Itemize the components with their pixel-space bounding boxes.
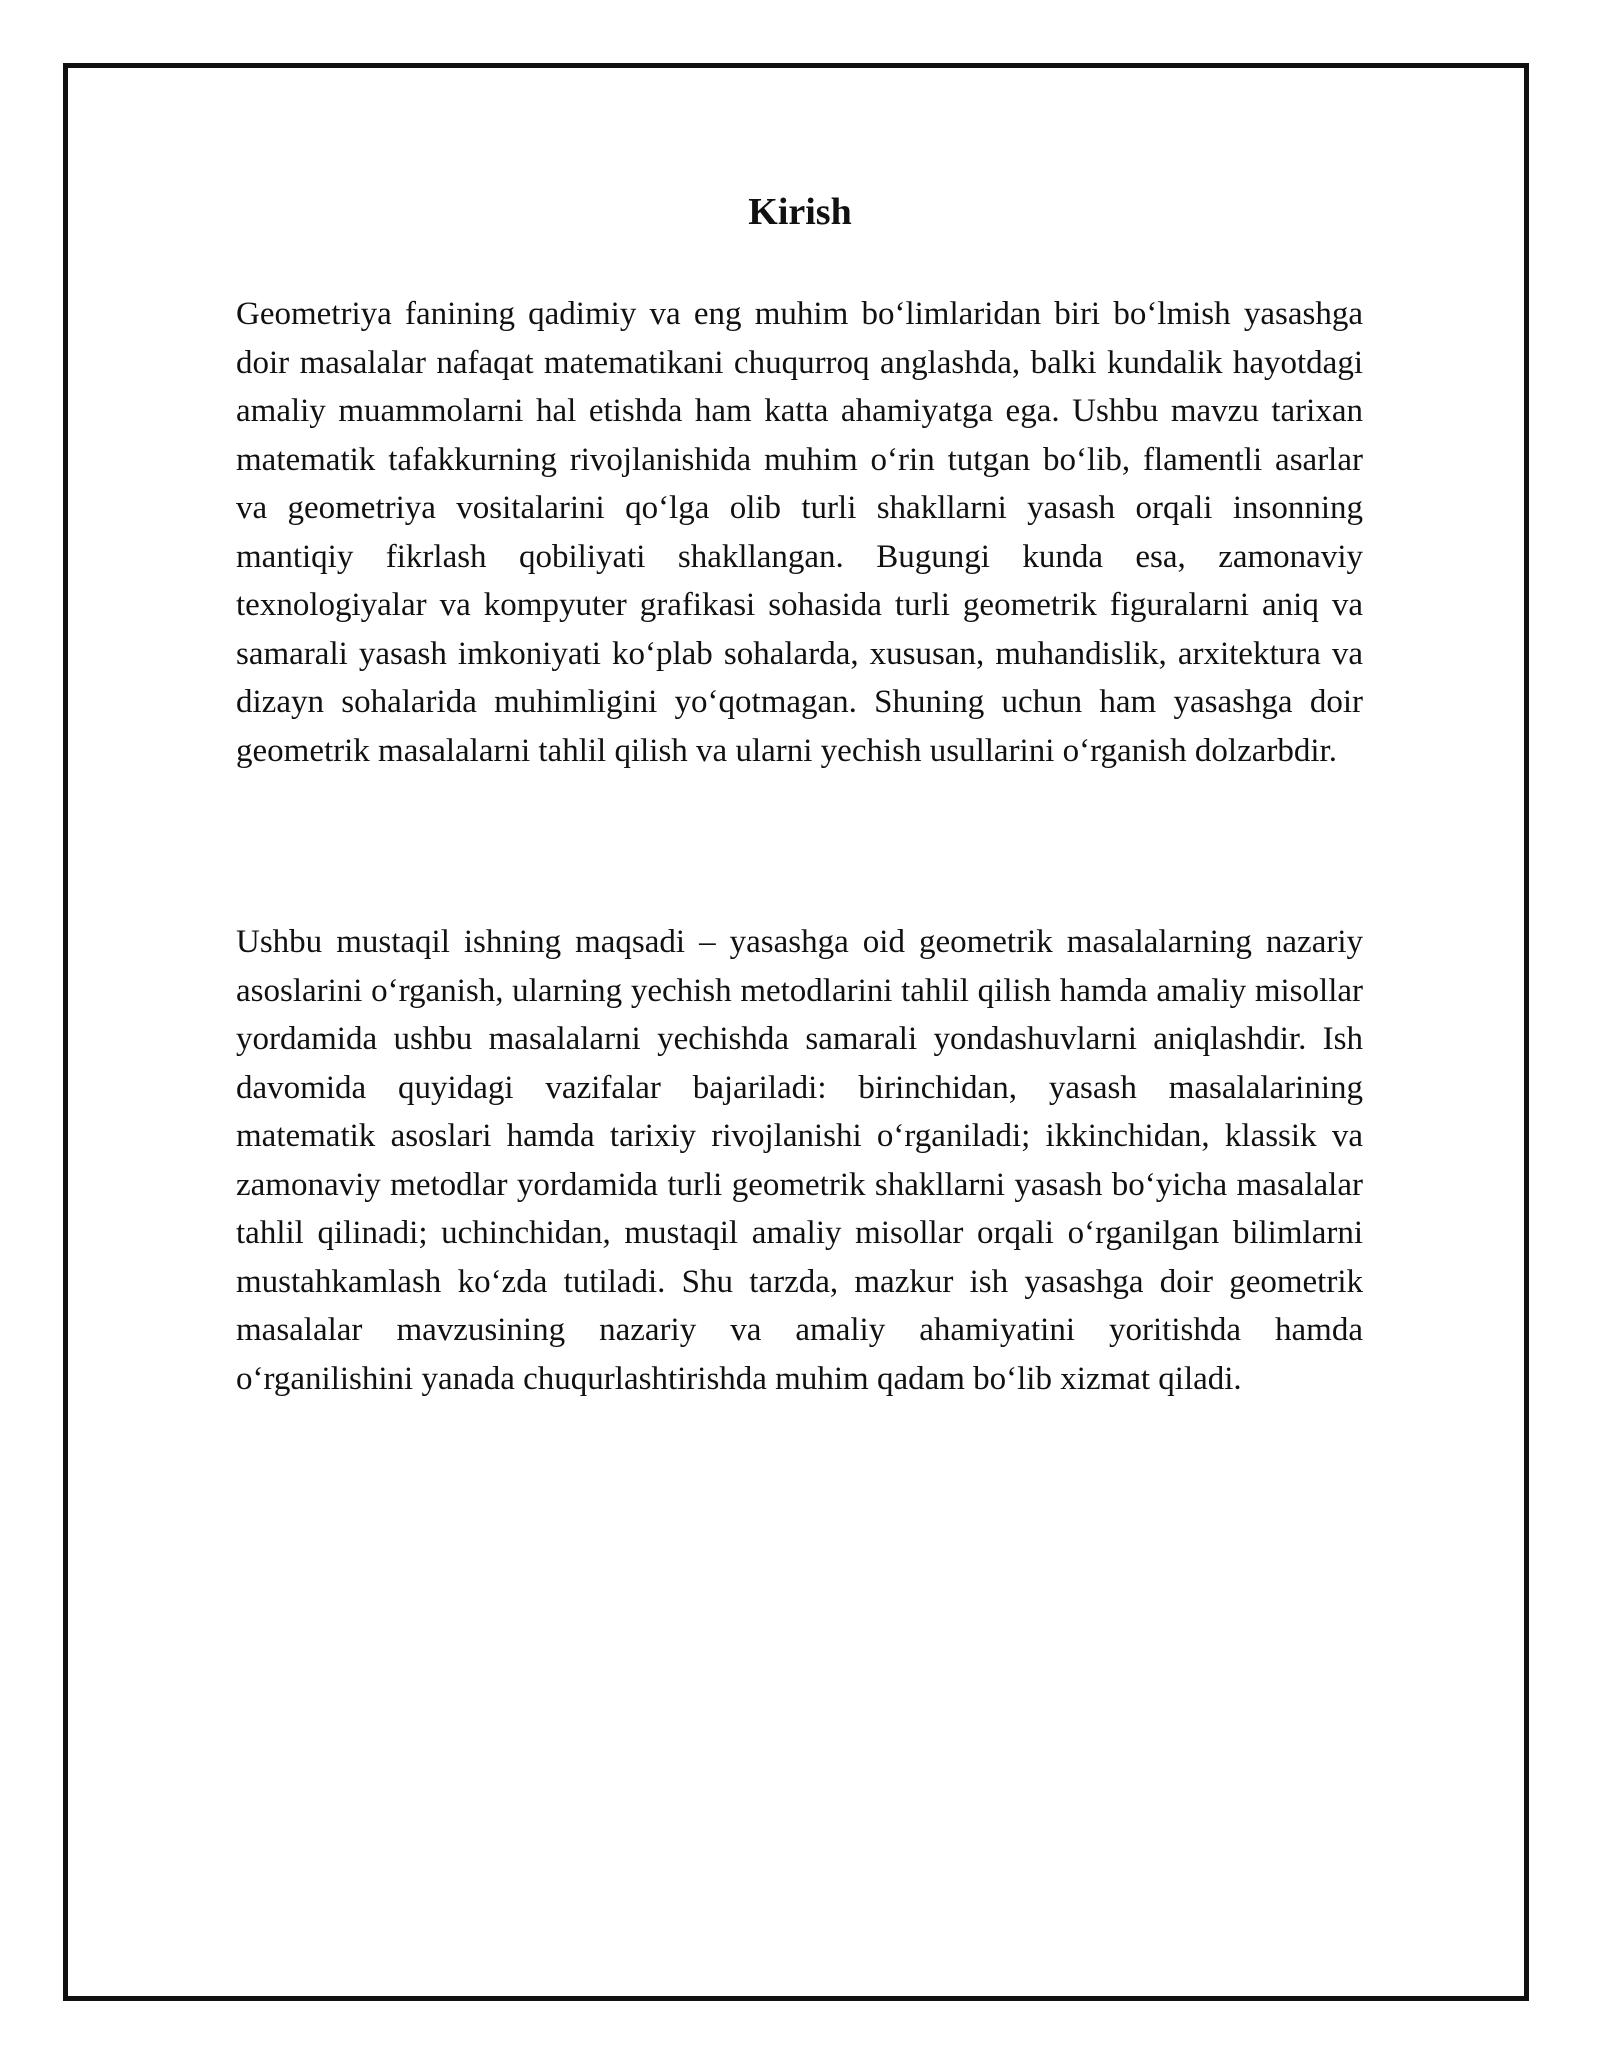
paragraph-2: Ushbu mustaqil ishning maqsadi – yasashga oid geometrik masalalarning nazariy asoslarini oʻrganish, ularning yechish metodlarini tahlil qilish hamda amaliy misollar yordamida ushbu masalalarni yechishda samarali yondashuvlarni aniqlashdir. Ish davomida quyidagi vazifalar bajariladi: birinchidan, yasash masalalarining matematik asoslari hamda tarixiy rivojlanishi oʻrganiladi; ikkinchidan, klassik va zamonaviy metodlar yordamida turli geometrik shakllarni yasash boʻyicha masalalar tahlil qilinadi; uchinchidan, mustaqil amaliy misollar orqali oʻrganilgan bilimlarni mustahkamlash koʻzda tutiladi. Shu tarzda, mazkur ish yasashga doir geometrik masalalar mavzusining nazariy va amaliy ahamiyatini yoritishda hamda oʻrganilishini yanada chuqurlashtirishda muhim qadam boʻlib xizmat qiladi. bbox=[236, 924, 1363, 1397]
page-title: Kirish bbox=[748, 191, 852, 233]
paragraph-1: Geometriya fanining qadimiy va eng muhim boʻlimlaridan biri boʻlmish yasashga doir masalalar nafaqat matematikani chuqurroq anglashda, balki kundalik hayotdagi amaliy muammolarni hal etishda ham katta ahamiyatga ega. Ushbu mavzu tarixan matematik tafakkurning rivojlanishida muhim oʻrin tutgan boʻlib, flamentli asarlar va geometriya vositalarini qoʻlga olib turli shakllarni yasash orqali insonning mantiqiy fikrlash qobiliyati shakllangan. Bugungi kunda esa, zamonaviy texnologiyalar va kompyuter grafikasi sohasida turli geometrik figuralarni aniq va samarali yasash imkoniyati koʻplab sohalarda, xususan, muhandislik, arxitektura va dizayn sohalarida muhimligini yoʻqotmagan. Shuning uchun ham yasashga doir geometrik masalalarni tahlil qilish va ularni yechish usullarini oʻrganish dolzarbdir. bbox=[236, 296, 1363, 769]
